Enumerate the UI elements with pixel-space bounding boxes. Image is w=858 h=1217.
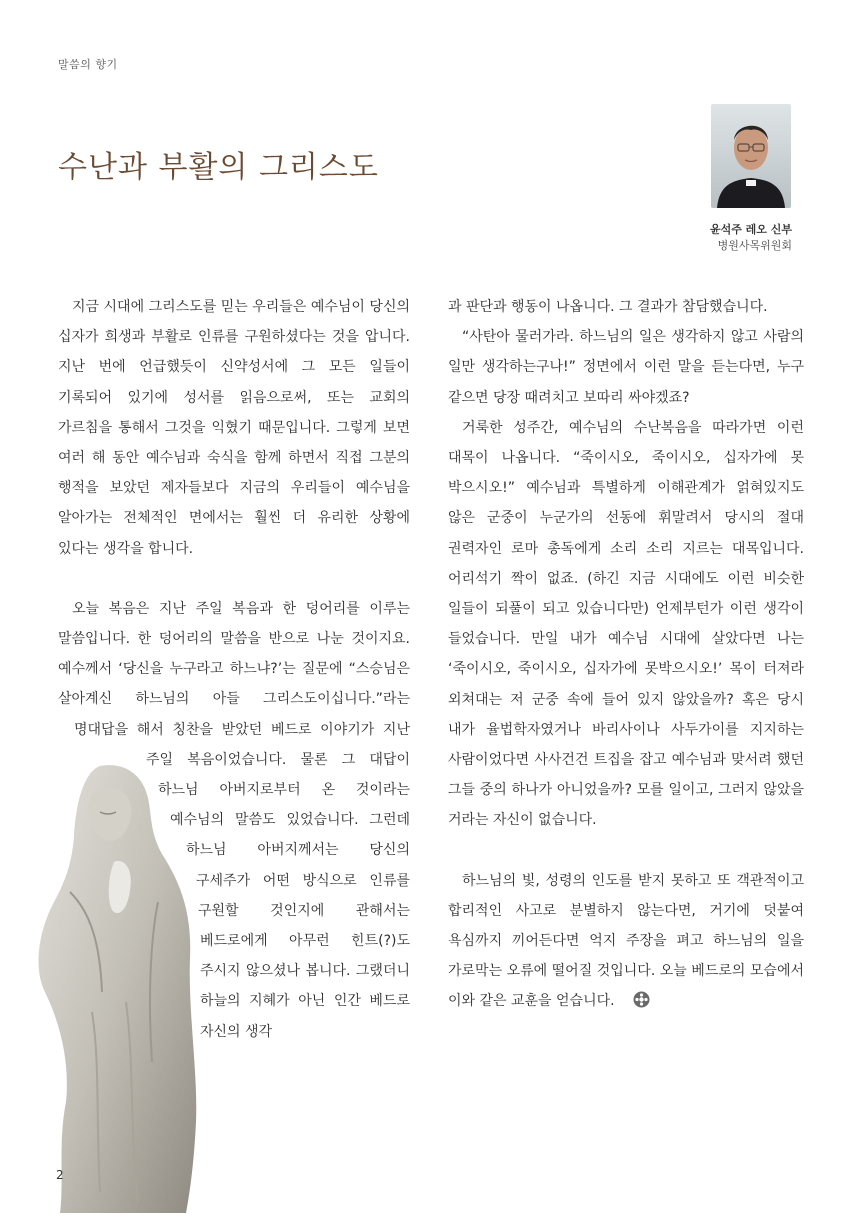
paragraph: 하느님의 빛, 성령의 인도를 받지 못하고 또 객관적이고 합리적인 사고로 분별하지 않는다면, 거기에 덧붙여 욕심까지 끼어든다면 억지 주장을 펴고 하느님의 일을 가로막는 오류에 떨어질 것입니다. 오늘 베드로의 모습에서 이와 같은 교훈을 얻습니다. [448, 866, 804, 1020]
paragraph: “사탄아 물러가라. 하느님의 일은 생각하지 않고 사람의 일만 생각하는구나!” 정면에서 이런 말을 듣는다면, 누구 같으면 당장 때려치고 보따리 싸야겠죠? [448, 329, 804, 406]
author-organization: 병원사목위원회 [717, 239, 792, 252]
right-column [448, 292, 804, 1020]
section-label: 말씀의 향기 [58, 58, 118, 71]
paragraph: 오늘 복음은 지난 주일 복음과 한 덩어리를 이루는 말씀입니다. 한 덩어리의 말씀을 반으로 나눈 것이지요. 예수께서 ‘당신을 누구라고 하느냐?’는 질문에 “스승님은 살아계신 하느님의 아들 그리스도이십니다.”라는 명대답을 해서 칭찬을 받았던 베드로 이야기가 지난 주일 복음이었습니다. 물론 그 대답이 하느님 아버지로부터 온 것이라는 예수님의 말씀도 있었습니다. 그런데 하느님 아버지께서는 당신의 구세주가 어떤 방식으로 인류를 구원할 것인지에 관해서는 베드로에게 아무런 힌트(?)도 주시지 않으셨나 봅니다. 그랬더니 하늘의 지혜가 아닌 인간 베드로 자신의 생각 [58, 600, 410, 1040]
article-title: 수난과 부활의 그리스도 [58, 150, 379, 185]
praying-statue [30, 762, 200, 1213]
end-mark-icon [619, 989, 650, 1019]
paragraph: 과 판단과 행동이 나옵니다. 그 결과가 참담했습니다. [448, 299, 768, 315]
author-name: 윤석주 레오 신부 [709, 223, 792, 236]
paragraph: 지금 시대에 그리스도를 믿는 우리들은 예수님이 당신의 십자가 희생과 부활로 인류를 구원하셨다는 것을 압니다. 지난 번에 언급했듯이 신약성서에 그 모든 일들이 기록되어 있기에 성서를 읽음으로써, 또는 교회의 가르침을 통해서 그것을 익혔기 때문입니다. 그렇게 보면 여러 해 동안 예수님과 숙식을 함께 하면서 직접 그분의 행적을 보았던 제자들보다 지금의 우리들이 예수님을 알아가는 전체적인 면에서는 훨씬 더 유리한 상황에 있다는 생각을 합니다. [58, 299, 410, 557]
page-number: 2 [56, 1168, 64, 1182]
author-portrait [711, 104, 791, 208]
paragraph: 거룩한 성주간, 예수님의 수난복음을 따라가면 이런 대목이 나옵니다. “죽이시오, 죽이시오, 십자가에 못 박으시오!” 예수님과 특별하게 이해관계가 얽혀있지도 않은 군중이 누군가의 선동에 휘말려서 당시의 절대 권력자인 로마 총독에게 소리 소리 지르는 대목입니다. 어리석기 짝이 없죠. (하긴 지금 시대에도 이런 비슷한 일들이 되풀이 되고 있습니다만) 언제부턴가 이런 생각이 들었습니다. 만일 내가 예수님 시대에 살았다면 나는 ‘죽이시오, 죽이시오, 십자가에 못박으시오!’ 목이 터져라 외쳐대는 저 군중 속에 들어 있지 않았을까? 혹은 당시 내가 율법학자였거나 바리사이나 사두가이를 지지하는 사람이었다면 사사건건 트집을 잡고 예수님과 맞서려 했던 그들 중의 하나가 아니었을까? 모를 일이고, 그러지 않았을 거라는 자신이 없습니다. [448, 419, 804, 829]
